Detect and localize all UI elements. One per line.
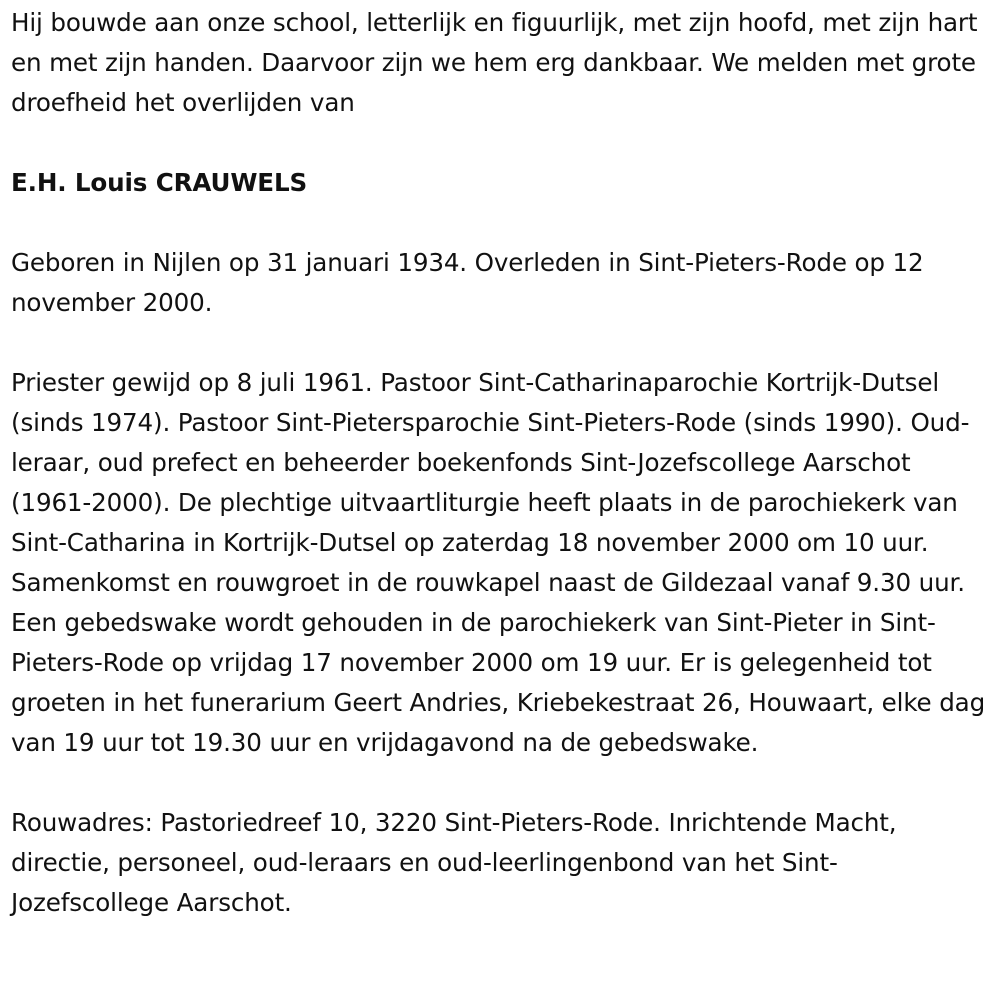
deceased-name: E.H. Louis CRAUWELS bbox=[11, 168, 308, 197]
address-paragraph: Rouwadres: Pastoriedreef 10, 3220 Sint-Pieters-Rode. Inrichtende Macht, directie, personeel, oud-leraars en oud-leerlingenbond van het Sint-Jozefscollege Aarschot. bbox=[11, 808, 897, 917]
career-funeral-paragraph: Priester gewijd op 8 juli 1961. Pastoor Sint-Catharinaparochie Kortrijk-Dutsel (sinds 1974). Pastoor Sint-Pietersparochie Sint-Pieters-Rode (sinds 1990). Oud-leraar, oud prefect en beheerder boekenfonds Sint-Jozefscollege Aarschot (1961-2000). De plechtige uitvaartliturgie heeft plaats in de parochiekerk van Sint-Catharina in Kortrijk-Dutsel op zaterdag 18 november 2000 om 10 uur. Samenkomst en rouwgroet in de rouwkapel naast de Gildezaal vanaf 9.30 uur. Een gebedswake wordt gehouden in de parochiekerk van Sint-Pieter in Sint-Pieters-Rode op vrijdag 17 november 2000 om 19 uur. Er is gelegenheid tot groeten in het funerarium Geert Andries, Kriebekestraat 26, Houwaart, elke dag van 19 uur tot 19.30 uur en vrijdagavond na de gebedswake. bbox=[11, 368, 986, 757]
intro-paragraph: Hij bouwde aan onze school, letterlijk en figuurlijk, met zijn hoofd, met zijn hart en met zijn handen. Daarvoor zijn we hem erg dankbaar. We melden met grote droefheid het overlijden van bbox=[11, 8, 978, 117]
birth-death-paragraph: Geboren in Nijlen op 31 januari 1934. Overleden in Sint-Pieters-Rode op 12 november 2000. bbox=[11, 248, 924, 317]
